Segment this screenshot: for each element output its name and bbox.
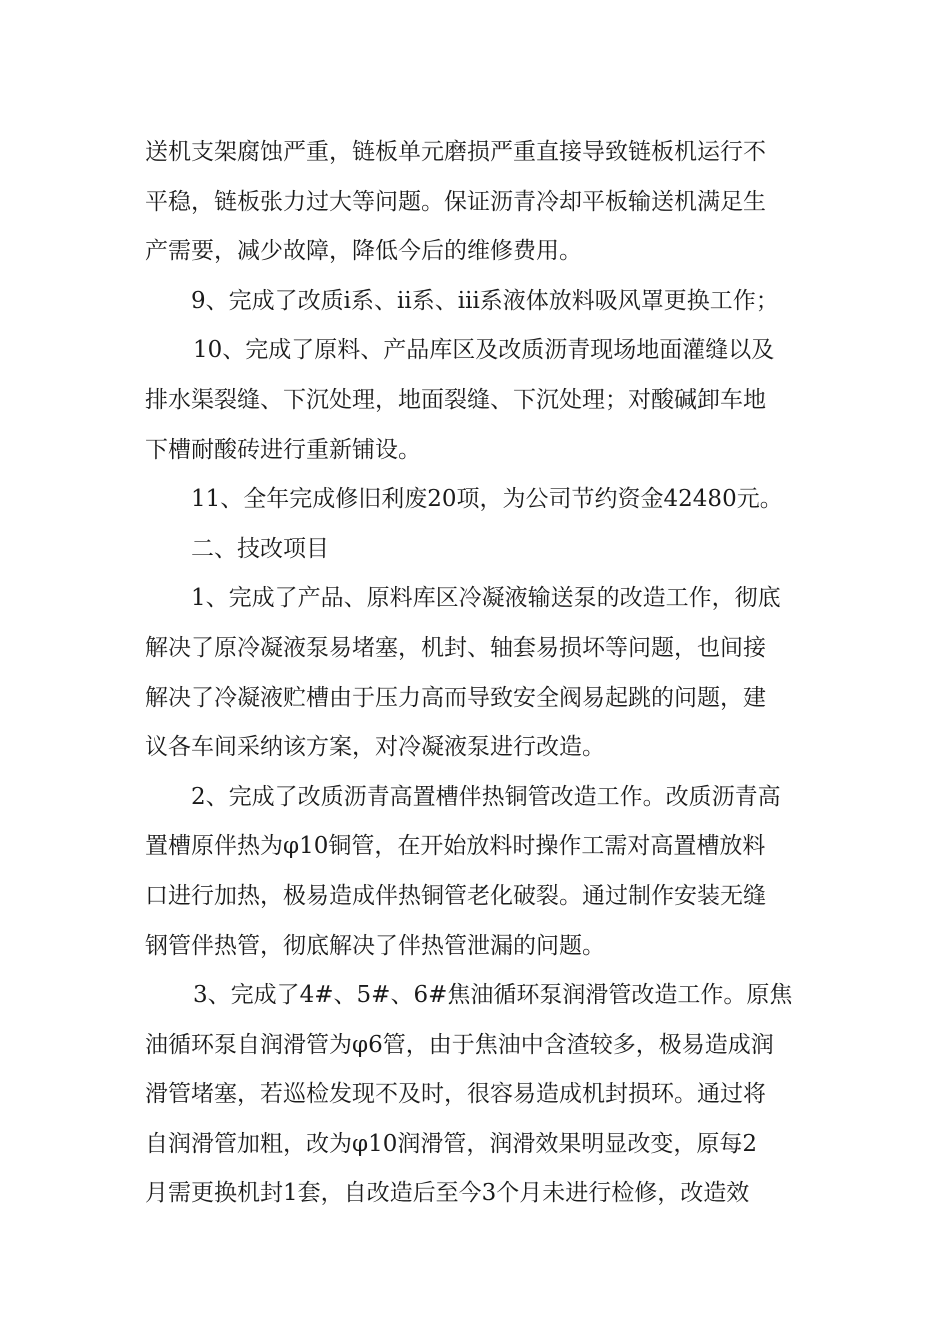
text-line: 自润滑管加粗，改为φ10润滑管，润滑效果明显改变，原每2 [145,1130,758,1157]
text-line: 下槽耐酸砖进行重新铺设。 [145,436,421,463]
section-heading: 二、技改项目 [191,535,329,562]
text-line: 油循环泵自润滑管为φ6管，由于焦油中含渣较多，极易造成润 [145,1031,774,1058]
text-line: 产需要，减少故障，降低今后的维修费用。 [145,238,582,265]
text-line: 送机支架腐蚀严重，链板单元磨损严重直接导致链板机运行不 [145,139,766,165]
paragraph-item-2: 2、完成了改质沥青高置槽伴热铜管改造工作。改质沥青高 [191,783,781,810]
text-line: 钢管伴热管，彻底解决了伴热管泄漏的问题。 [145,932,605,959]
text-line: 解决了原冷凝液泵易堵塞，机封、轴套易损坏等问题，也间接 [145,634,766,661]
text-line: 排水渠裂缝、下沉处理，地面裂缝、下沉处理；对酸碱卸车地 [145,386,766,413]
paragraph-item-11: 11、全年完成修旧利废20项，为公司节约资金42480元。 [191,486,783,513]
text-line: 平稳，链板张力过大等问题。保证沥青冷却平板输送机满足生 [145,188,766,215]
paragraph-item-1: 1、完成了产品、原料库区冷凝液输送泵的改造工作，彻底 [191,585,781,612]
paragraph-item-10: 10、完成了原料、产品库区及改质沥青现场地面灌缝以及 [193,337,775,364]
text-line: 议各车间采纳该方案，对冷凝液泵进行改造。 [145,734,605,761]
text-line: 口进行加热，极易造成伴热铜管老化破裂。通过制作安装无缝 [145,882,766,909]
text-line: 月需更换机封1套，自改造后至今3个月未进行检修，改造效 [145,1180,750,1207]
text-line: 置槽原伴热为φ10铜管，在开始放料时操作工需对高置槽放料 [145,833,766,860]
paragraph-item-3: 3、完成了4#、5#、6#焦油循环泵润滑管改造工作。原焦 [193,982,793,1009]
document-body [145,128,810,1219]
text-line: 滑管堵塞，若巡检发现不及时，很容易造成机封损环。通过将 [145,1081,766,1108]
text-line: 解决了冷凝液贮槽由于压力高而导致安全阀易起跳的问题，建 [145,684,766,711]
paragraph-item-9: 9、完成了改质ⅰ系、ⅱ系、ⅲ系液体放料吸风罩更换工作； [191,287,779,314]
